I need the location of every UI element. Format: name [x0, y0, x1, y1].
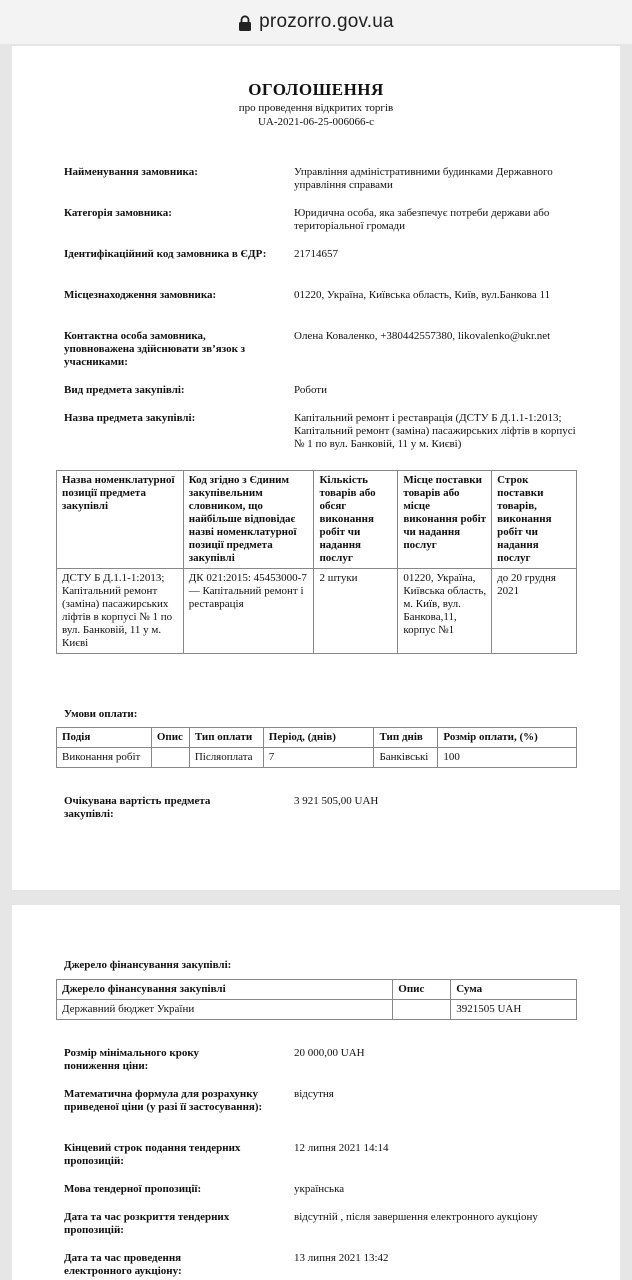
- payment-period: 7: [263, 748, 374, 768]
- item-code: ДК 021:2015: 45453000-7 — Капітальний ремонт і реставрація: [183, 569, 314, 654]
- auction-date-label: Дата та час проведення електронного аукціону:: [64, 1252, 182, 1277]
- customer-location-value: 01220, Україна, Київська область, Київ, вул.Банкова 11: [294, 289, 551, 301]
- url-text: prozorro.gov.ua: [259, 11, 394, 32]
- customer-category-label: Категорія замовника:: [64, 207, 172, 219]
- min-step-value: 20 000,00 UAH: [294, 1047, 365, 1059]
- payment-header-type: Тип оплати: [189, 728, 263, 748]
- procurement-type-value: Роботи: [294, 384, 327, 396]
- expected-value-label: Очікувана вартість предмета закупівлі:: [64, 795, 211, 820]
- procurement-name-value: Капітальний ремонт і реставрація (ДСТУ Б Д.1.1-1:2013; Капітальний ремонт (заміна) пасажирських ліфтів в корпусі № 1 по вул. Банковій, 11 у м. Києві): [294, 412, 576, 450]
- funding-header-source: Джерело фінансування закупівлі: [57, 980, 393, 1000]
- tender-id: UA-2021-06-25-006066-c: [257, 116, 375, 128]
- table-row: [57, 1000, 577, 1020]
- contact-person-value: Олена Коваленко, +380442557380, likovalenko@ukr.net: [294, 330, 551, 342]
- items-header-name: Назва номенклатурної позиції предмета закупівлі: [57, 471, 184, 569]
- customer-code-value: 21714657: [294, 248, 338, 260]
- item-place: 01220, Україна, Київська область, м. Київ, вул. Банкова,11, корпус №1: [398, 569, 492, 654]
- deadline-label: Кінцевий строк подання тендерних пропозицій:: [64, 1142, 241, 1167]
- table-row: [57, 748, 577, 768]
- items-header-term: Строк поставки товарів, виконання робіт чи надання послуг: [492, 471, 577, 569]
- browser-address-bar[interactable]: [0, 0, 632, 44]
- opening-date-label: Дата та час розкриття тендерних пропозицій:: [64, 1211, 230, 1236]
- items-table: [56, 470, 577, 654]
- customer-location-label: Місцезнаходження замовника:: [64, 289, 217, 301]
- funding-source: Державний бюджет України: [57, 1000, 393, 1020]
- deadline-value: 12 липня 2021 14:14: [294, 1142, 389, 1154]
- payment-type: Післяоплата: [189, 748, 263, 768]
- formula-value: відсутня: [294, 1088, 334, 1100]
- payment-header-event: Подія: [57, 728, 152, 748]
- funding-header-sum: Сума: [451, 980, 577, 1000]
- min-step-label: Розмір мінімального кроку пониження ціни:: [64, 1047, 200, 1072]
- document-subtitle: [12, 101, 620, 129]
- funding-header-description: Опис: [393, 980, 451, 1000]
- payment-table-header-row: [57, 728, 577, 748]
- items-table-header-row: [57, 471, 577, 569]
- procurement-name-label: Назва предмета закупівлі:: [64, 412, 196, 424]
- item-quantity: 2 штуки: [314, 569, 398, 654]
- document-title: ОГОЛОШЕННЯ: [248, 80, 384, 99]
- funding-section-label: Джерело фінансування закупівлі:: [64, 959, 232, 971]
- payment-header-description: Опис: [151, 728, 189, 748]
- table-row: [57, 569, 577, 654]
- document-page-2: [12, 905, 620, 1280]
- formula-label: Математична формула для розрахунку приведеної ціни (у разі її застосування):: [64, 1088, 263, 1113]
- payment-amount: 100: [438, 748, 577, 768]
- customer-name-value: Управління адміністративними будинками Державного управління справами: [294, 166, 553, 191]
- funding-sum: 3921505 UAH: [451, 1000, 577, 1020]
- language-value: українська: [294, 1183, 345, 1195]
- procurement-type-label: Вид предмета закупівлі:: [64, 384, 185, 396]
- item-term: до 20 грудня 2021: [492, 569, 577, 654]
- payment-day-type: Банківські: [374, 748, 438, 768]
- lock-icon: [238, 15, 252, 31]
- payment-header-period: Період, (днів): [263, 728, 374, 748]
- opening-date-value: відсутній , після завершення електронного аукціону: [294, 1211, 538, 1223]
- subtitle-text: про проведення відкритих торгів: [238, 102, 394, 114]
- customer-code-label: Ідентифікаційний код замовника в ЄДР:: [64, 248, 267, 260]
- customer-category-value: Юридична особа, яка забезпечує потреби держави або територіальної громади: [294, 207, 550, 232]
- customer-name-label: Найменування замовника:: [64, 166, 198, 178]
- items-header-place: Місце поставки товарів або місце виконання робіт чи надання послуг: [398, 471, 492, 569]
- item-name: ДСТУ Б Д.1.1-1:2013; Капітальний ремонт (заміна) пасажирських ліфтів в корпусі № 1 по вул. Банковій, 11 у м. Києві: [57, 569, 184, 654]
- funding-description: [393, 1000, 451, 1020]
- expected-value-value: 3 921 505,00 UAH: [294, 795, 379, 807]
- document-page-1: [12, 46, 620, 890]
- payment-description: [151, 748, 189, 768]
- auction-date-value: 13 липня 2021 13:42: [294, 1252, 389, 1264]
- language-label: Мова тендерної пропозиції:: [64, 1183, 202, 1195]
- payment-header-day-type: Тип днів: [374, 728, 438, 748]
- items-header-code: Код згідно з Єдиним закупівельним словником, що найбільше відповідає назві номенклатурної позиції предмета закупівлі: [183, 471, 314, 569]
- payment-table: [56, 727, 577, 768]
- items-header-quantity: Кількість товарів або обсяг виконання робіт чи надання послуг: [314, 471, 398, 569]
- payment-header-amount: Розмір оплати, (%): [438, 728, 577, 748]
- payment-event: Виконання робіт: [57, 748, 152, 768]
- funding-table: [56, 979, 577, 1020]
- contact-person-label: Контактна особа замовника, уповноважена здійснювати зв’язок з учасниками:: [64, 330, 246, 368]
- payment-section-label: Умови оплати:: [64, 708, 138, 720]
- funding-table-header-row: [57, 980, 577, 1000]
